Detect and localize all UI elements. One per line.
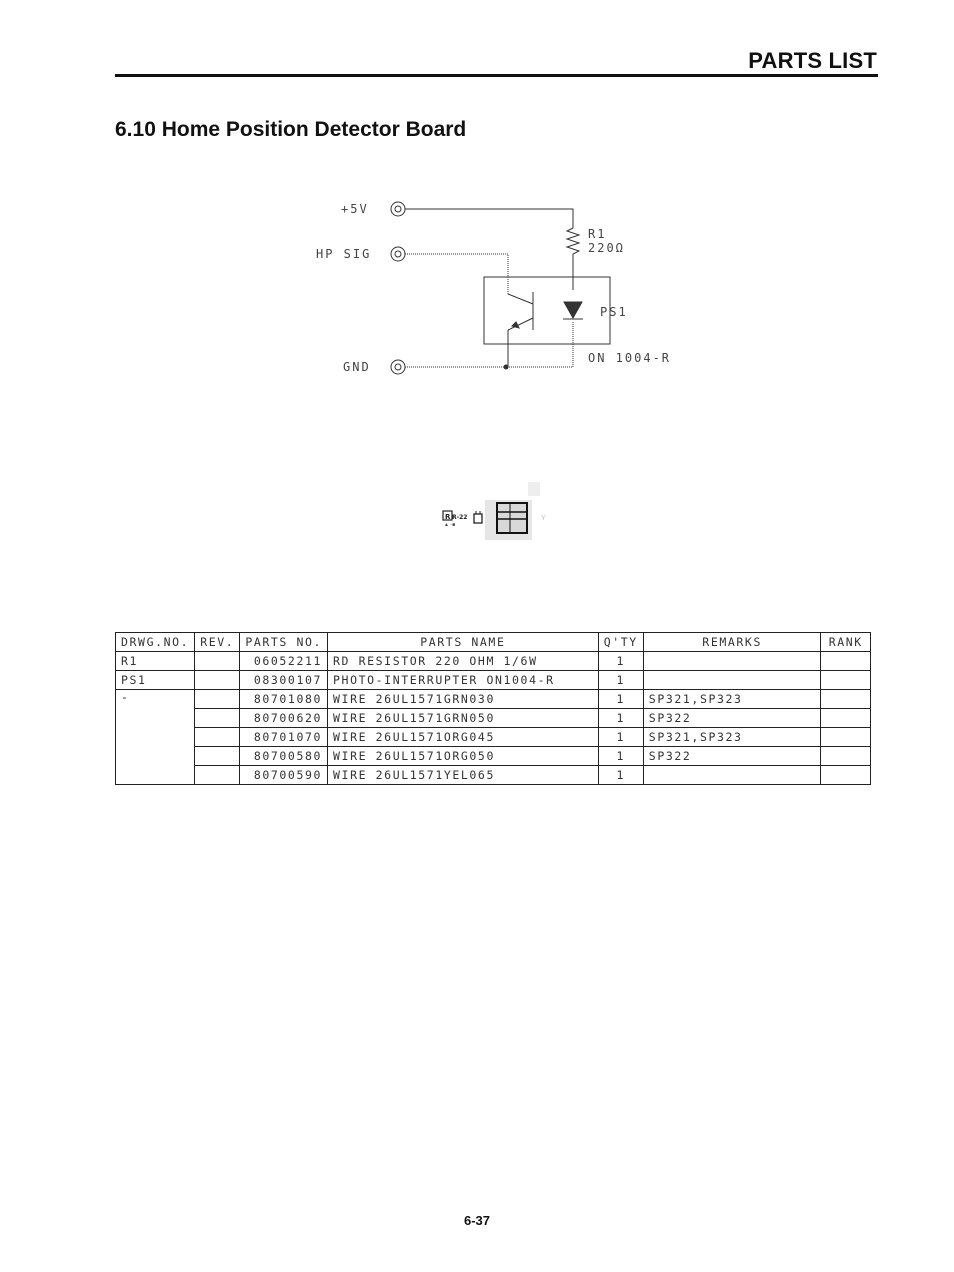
cell-remarks: SP322 bbox=[643, 747, 821, 766]
board-label: R-22 bbox=[452, 514, 468, 521]
cell-rev bbox=[195, 652, 240, 671]
junction-dot bbox=[504, 365, 509, 370]
cell-remarks bbox=[643, 652, 821, 671]
cell-parts-no: 80700590 bbox=[240, 766, 328, 785]
svg-text:R: R bbox=[445, 513, 451, 521]
cell-qty: 1 bbox=[598, 671, 643, 690]
col-drwg-no: DRWG.NO. bbox=[116, 633, 195, 652]
cell-rev bbox=[195, 690, 240, 709]
cell-parts-no: 08300107 bbox=[240, 671, 328, 690]
cell-parts-name: RD RESISTOR 220 OHM 1/6W bbox=[328, 652, 599, 671]
table-row bbox=[116, 652, 871, 671]
cell-parts-no: 80701070 bbox=[240, 728, 328, 747]
cell-drwg: R1 bbox=[116, 652, 195, 671]
cell-rank bbox=[821, 747, 871, 766]
table-row bbox=[116, 747, 871, 766]
resistor-r1 bbox=[567, 228, 579, 257]
wire-hp-sig bbox=[405, 254, 508, 294]
phototransistor bbox=[508, 292, 533, 330]
cell-rank bbox=[821, 709, 871, 728]
cell-parts-name: PHOTO-INTERRUPTER ON1004-R bbox=[328, 671, 599, 690]
cell-rank bbox=[821, 671, 871, 690]
cell-rev bbox=[195, 747, 240, 766]
cell-parts-name: WIRE 26UL1571ORG050 bbox=[328, 747, 599, 766]
cell-parts-name: WIRE 26UL1571GRN030 bbox=[328, 690, 599, 709]
section-title: 6.10 Home Position Detector Board bbox=[115, 118, 467, 141]
table-row bbox=[116, 671, 871, 690]
cell-qty: 1 bbox=[598, 652, 643, 671]
cell-rank bbox=[821, 652, 871, 671]
label-5v: +5V bbox=[341, 202, 369, 216]
cell-rev bbox=[195, 709, 240, 728]
cell-remarks: SP321,SP323 bbox=[643, 690, 821, 709]
cell-rev bbox=[195, 766, 240, 785]
cell-parts-name: WIRE 26UL1571GRN050 bbox=[328, 709, 599, 728]
wire-5v bbox=[405, 209, 573, 228]
cell-qty: 1 bbox=[598, 709, 643, 728]
photo-interrupter-package bbox=[484, 277, 610, 344]
schematic-diagram bbox=[0, 0, 954, 600]
cell-qty: 1 bbox=[598, 690, 643, 709]
label-gnd: GND bbox=[343, 360, 371, 374]
led-diode bbox=[563, 302, 583, 319]
cell-parts-no: 80700620 bbox=[240, 709, 328, 728]
cell-rev bbox=[195, 728, 240, 747]
cell-qty: 1 bbox=[598, 766, 643, 785]
col-rev: REV. bbox=[195, 633, 240, 652]
cell-rev bbox=[195, 671, 240, 690]
terminal-gnd bbox=[391, 360, 405, 374]
col-parts-name: PARTS NAME bbox=[328, 633, 599, 652]
cell-parts-no: 80701080 bbox=[240, 690, 328, 709]
cell-drwg: - bbox=[116, 690, 195, 785]
label-part: ON 1004-R bbox=[588, 351, 672, 365]
label-hp-sig: HP SIG bbox=[316, 247, 372, 261]
cell-remarks: SP322 bbox=[643, 709, 821, 728]
table-row bbox=[116, 690, 871, 709]
parts-table bbox=[115, 632, 871, 785]
cell-drwg: PS1 bbox=[116, 671, 195, 690]
cell-remarks bbox=[643, 766, 821, 785]
col-remarks: REMARKS bbox=[643, 633, 821, 652]
col-qty: Q'TY bbox=[598, 633, 643, 652]
cell-parts-no: 80700580 bbox=[240, 747, 328, 766]
cell-parts-no: 06052211 bbox=[240, 652, 328, 671]
cell-qty: 1 bbox=[598, 747, 643, 766]
terminal-5v bbox=[391, 202, 405, 216]
label-ps1: PS1 bbox=[600, 305, 628, 319]
svg-text:▲ ◦■: ▲ ◦■ bbox=[444, 522, 456, 528]
board-layout bbox=[443, 482, 546, 540]
cell-parts-name: WIRE 26UL1571YEL065 bbox=[328, 766, 599, 785]
cell-rank bbox=[821, 728, 871, 747]
terminal-hp-sig bbox=[391, 247, 405, 261]
cell-rank bbox=[821, 766, 871, 785]
table-row bbox=[116, 766, 871, 785]
page-number: 6-37 bbox=[463, 1213, 491, 1228]
col-parts-no: PARTS NO. bbox=[240, 633, 328, 652]
header-title: PARTS LIST bbox=[748, 48, 877, 73]
label-r1: R1 bbox=[588, 227, 607, 241]
table-row bbox=[116, 728, 871, 747]
cell-parts-name: WIRE 26UL1571ORG045 bbox=[328, 728, 599, 747]
table-row bbox=[116, 709, 871, 728]
label-r1-value: 220Ω bbox=[588, 241, 625, 255]
col-rank: RANK bbox=[821, 633, 871, 652]
table-header-row bbox=[116, 633, 871, 652]
cell-rank bbox=[821, 690, 871, 709]
cell-remarks: SP321,SP323 bbox=[643, 728, 821, 747]
svg-text:Y: Y bbox=[541, 515, 546, 522]
cell-remarks bbox=[643, 671, 821, 690]
cell-qty: 1 bbox=[598, 728, 643, 747]
